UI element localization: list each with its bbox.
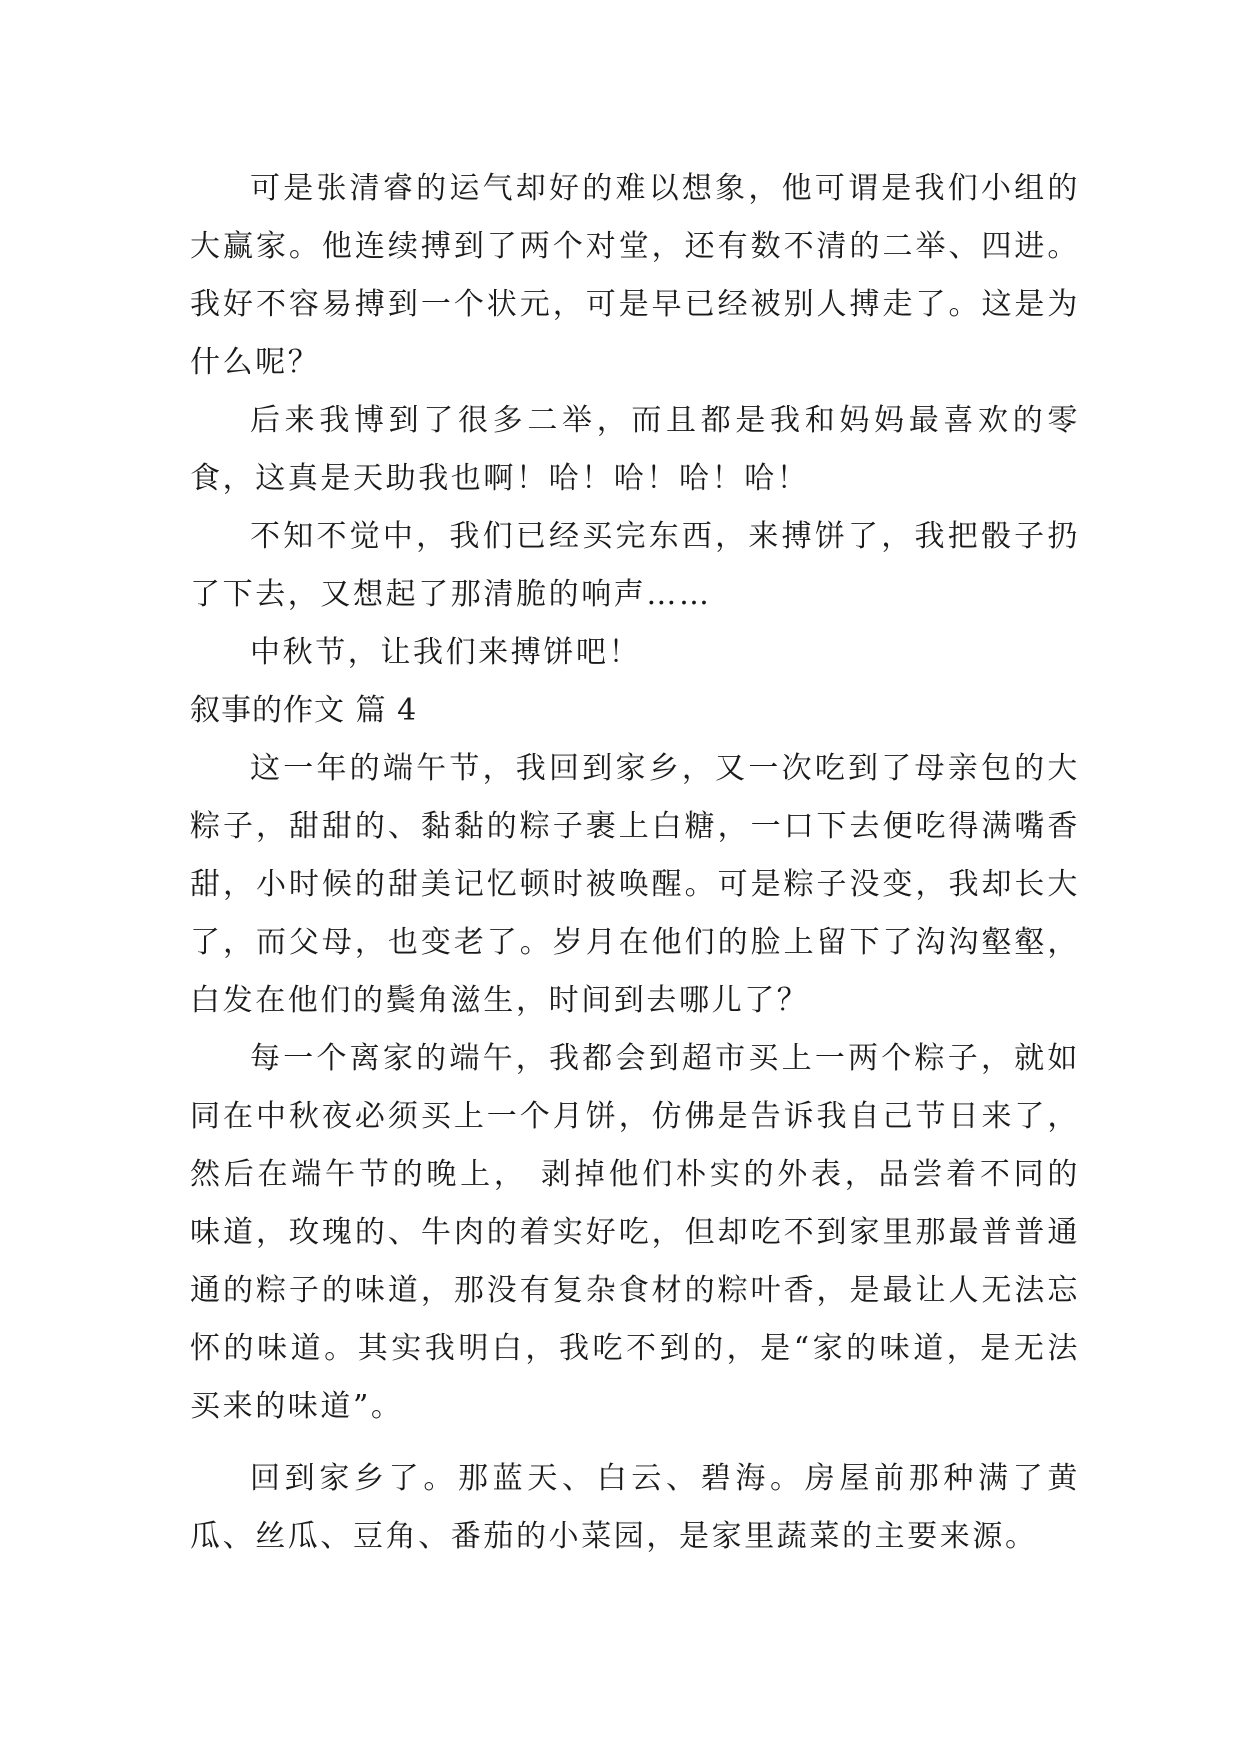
paragraph: 后来我博到了很多二举，而且都是我和妈妈最喜欢的零食，这真是天助我也啊！哈！哈！哈！哈！ — [190, 403, 1080, 496]
paragraph: 中秋节，让我们来搏饼吧！ — [250, 635, 642, 670]
paragraph: 每一个离家的端午，我都会到超市买上一两个粽子，就如同在中秋夜必须买上一个月饼，仿佛是告诉我自己节日来了，然后在端午节的晚上， 剥掉他们朴实的外表，品尝着不同的味道，玫瑰的、牛肉的着实好吃，但却吃不到家里那最普普通通的粽子的味道，那没有复杂食材的粽叶香，是最让人无法忘怀的味道。其实我明白，我吃不到的，是“家的味道，是无法买来的味道”。 — [190, 1041, 1080, 1424]
section-heading: 叙事的作文 篇 4 — [190, 693, 418, 728]
paragraph: 可是张清睿的运气却好的难以想象，他可谓是我们小组的大赢家。他连续搏到了两个对堂，还有数不清的二举、四进。我好不容易搏到一个状元，可是早已经被别人搏走了。这是为什么呢？ — [190, 171, 1080, 380]
paragraph: 这一年的端午节，我回到家乡，又一次吃到了母亲包的大粽子，甜甜的、黏黏的粽子裹上白糖，一口下去便吃得满嘴香甜，小时候的甜美记忆顿时被唤醒。可是粽子没变，我却长大了，而父母，也变老了。岁月在他们的脸上留下了沟沟壑壑，白发在他们的鬓角滋生，时间到去哪儿了？ — [190, 751, 1080, 1018]
paragraph: 不知不觉中，我们已经买完东西，来搏饼了，我把骰子扔了下去，又想起了那清脆的响声…… — [190, 519, 1080, 612]
document-body — [190, 160, 1080, 1566]
paragraph: 回到家乡了。那蓝天、白云、碧海。房屋前那种满了黄瓜、丝瓜、豆角、番茄的小菜园，是家里蔬菜的主要来源。 — [190, 1461, 1080, 1554]
